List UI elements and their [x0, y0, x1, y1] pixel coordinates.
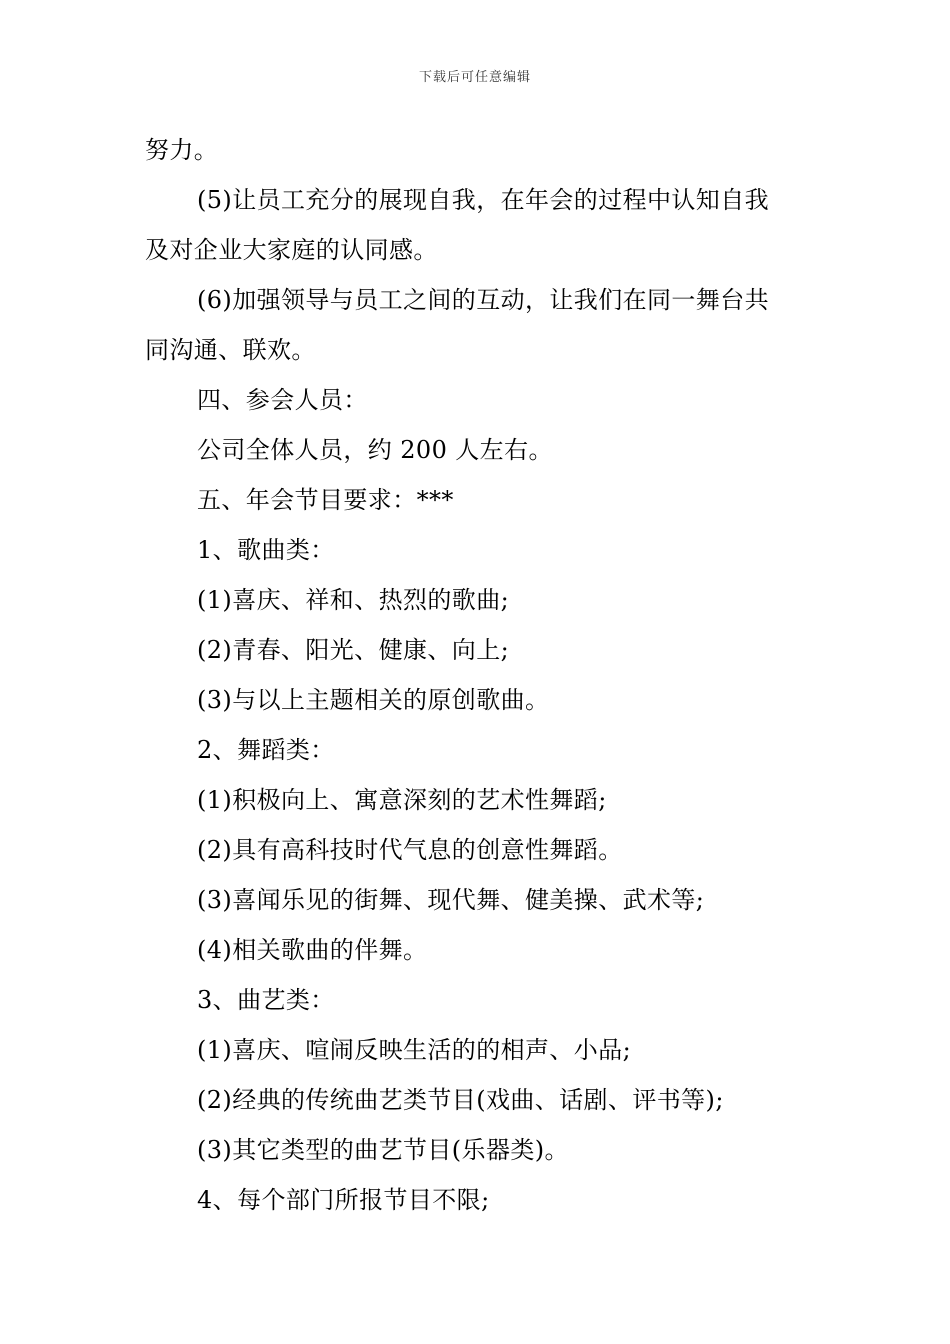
- section-heading: 四、参会人员：: [197, 386, 368, 414]
- section-heading: 五、年会节目要求：***: [197, 486, 454, 514]
- subsection-heading: 2、舞蹈类：: [197, 736, 335, 764]
- list-item: (1)积极向上、寓意深刻的艺术性舞蹈;: [197, 786, 607, 814]
- paragraph-line: (6)加强领导与员工之间的互动，让我们在同一舞台共: [197, 286, 769, 314]
- paragraph-line: 及对企业大家庭的认同感。: [145, 236, 438, 264]
- paragraph-line: 努力。: [145, 136, 219, 164]
- list-item: (3)与以上主题相关的原创歌曲。: [197, 686, 550, 714]
- paragraph-line: 公司全体人员，约 200 人左右。: [197, 436, 553, 464]
- list-item: (2)经典的传统曲艺类节目(戏曲、话剧、评书等);: [197, 1086, 724, 1114]
- list-item: (2)青春、阳光、健康、向上;: [197, 636, 510, 664]
- list-item: (3)其它类型的曲艺节目(乐器类)。: [197, 1136, 569, 1164]
- list-item: (4)相关歌曲的伴舞。: [197, 936, 428, 964]
- list-item: (2)具有高科技时代气息的创意性舞蹈。: [197, 836, 623, 864]
- list-item: (3)喜闻乐见的街舞、现代舞、健美操、武术等;: [197, 886, 705, 914]
- list-item: (1)喜庆、喧闹反映生活的的相声、小品;: [197, 1036, 632, 1064]
- paragraph-line: 同沟通、联欢。: [145, 336, 316, 364]
- subsection-heading: 3、曲艺类：: [197, 986, 335, 1014]
- subsection-heading: 1、歌曲类：: [197, 536, 335, 564]
- list-item: (1)喜庆、祥和、热烈的歌曲;: [197, 586, 510, 614]
- page-header: 下载后可任意编辑: [418, 70, 531, 85]
- paragraph-line: (5)让员工充分的展现自我，在年会的过程中认知自我: [197, 186, 769, 214]
- document-body: [145, 125, 810, 1225]
- subsection-heading: 4、每个部门所报节目不限;: [197, 1186, 490, 1214]
